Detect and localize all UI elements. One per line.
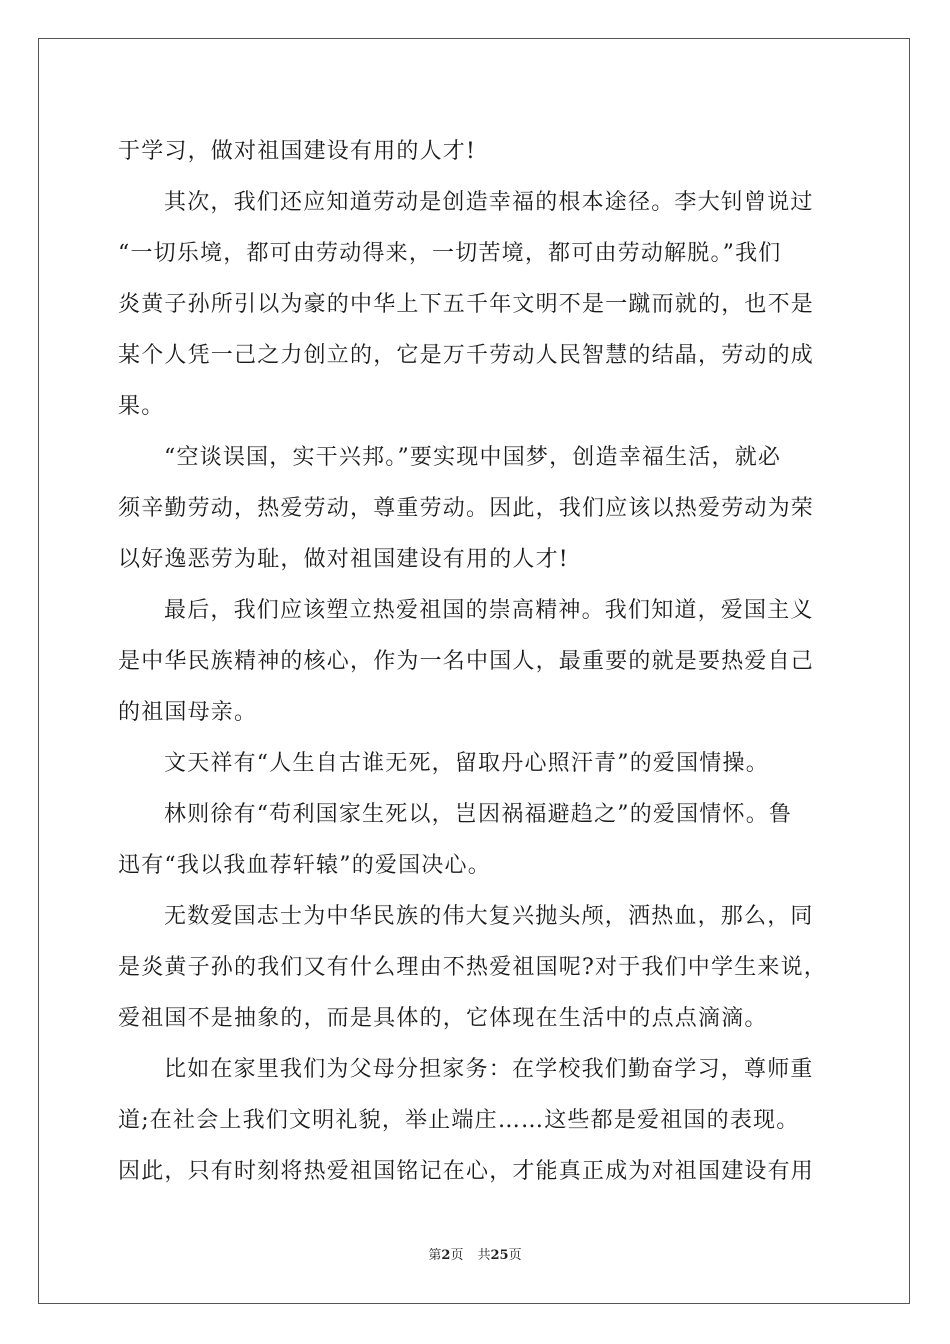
text-line: 道;在社会上我们文明礼貌，举止端庄……这些都是爱祖国的表现。	[118, 1108, 800, 1133]
page-suffix: 页	[450, 1248, 464, 1263]
text-line: 爱祖国不是抽象的，而是具体的，它体现在生活中的点点滴滴。	[118, 1006, 768, 1031]
text-line: 炎黄子孙所引以为豪的中华上下五千年文明不是一蹴而就的，也不是	[118, 292, 815, 317]
text-line: 是中华民族精神的核心，作为一名中国人，最重要的就是要热爱自己	[118, 649, 815, 674]
page-footer	[0, 1244, 950, 1263]
text-line: 某个人凭一己之力创立的，它是万千劳动人民智慧的结晶，劳动的成	[118, 343, 815, 368]
text-line: 无数爱国志士为中华民族的伟大复兴抛头颅，洒热血，那么，同	[164, 904, 814, 929]
text-line: 的祖国母亲。	[118, 700, 258, 725]
text-line: “一切乐境，都可由劳动得来，一切苦境，都可由劳动解脱。”我们	[118, 241, 782, 266]
text-line: 以好逸恶劳为耻，做对祖国建设有用的人才!	[118, 547, 569, 572]
text-line: 林则徐有“苟利国家生死以，岂因祸福避趋之”的爱国情怀。鲁	[164, 802, 793, 827]
text-line: 文天祥有“人生自古谁无死，留取丹心照汗青”的爱国情操。	[164, 751, 769, 776]
text-line: 是炎黄子孙的我们又有什么理由不热爱祖国呢?对于我们中学生来说，	[118, 955, 827, 980]
text-line: 因此，只有时刻将热爱祖国铭记在心，才能真正成为对祖国建设有用	[118, 1159, 815, 1184]
document-body	[118, 126, 842, 1197]
text-line: 迅有“我以我血荐轩辕”的爱国决心。	[118, 853, 491, 878]
text-line: 须辛勤劳动，热爱劳动，尊重劳动。因此，我们应该以热爱劳动为荣	[118, 496, 815, 521]
page-prefix: 第	[428, 1248, 442, 1263]
total-prefix: 共	[477, 1248, 491, 1263]
text-line: 比如在家里我们为父母分担家务：在学校我们勤奋学习，尊师重	[164, 1057, 814, 1082]
text-line: 最后，我们应该塑立热爱祖国的崇高精神。我们知道，爱国主义	[164, 598, 814, 623]
text-line: “空谈误国，实干兴邦。”要实现中国梦，创造幸福生活，就必	[164, 445, 782, 470]
total-pages: 25	[490, 1248, 509, 1263]
total-suffix: 页	[508, 1248, 522, 1263]
text-line: 于学习，做对祖国建设有用的人才!	[118, 139, 477, 164]
text-line: 果。	[118, 394, 165, 419]
page-number: 2	[441, 1248, 451, 1263]
text-line: 其次，我们还应知道劳动是创造幸福的根本途径。李大钊曾说过	[164, 190, 814, 215]
